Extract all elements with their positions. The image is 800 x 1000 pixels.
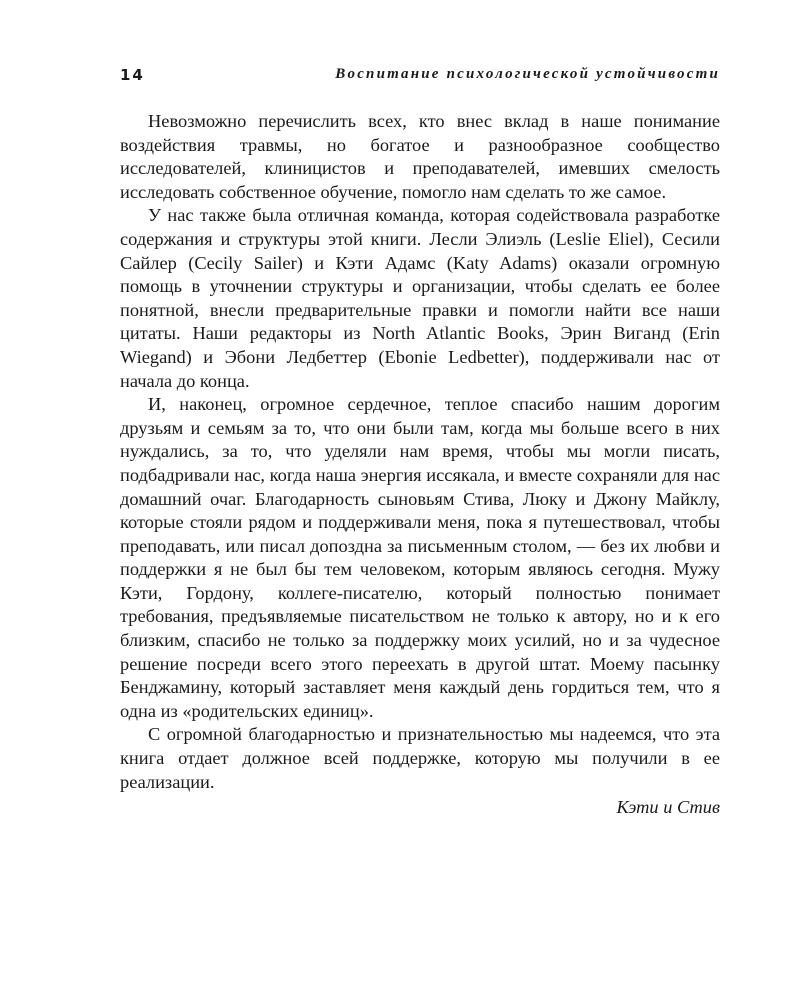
paragraph: Невозможно перечислить всех, кто внес вклад в наше понимание воздействия травмы, но богатое и разнообразное сообщество исследователей, клиницистов и преподавателей, имевших смелость исследовать собственное обучение, помогло нам сделать то же самое. [120,111,720,202]
paragraph: У нас также была отличная команда, которая содействовала разработке содержания и структуры этой книги. Лесли Элиэль (Leslie Eliel), Сесили Сайлер (Cecily Sailer) и Кэти Адамс (Katy Adams) оказали огромную помощь в уточнении структуры и организации, чтобы сделать ее более понятной, внесли предварительные правки и помогли найти все наши цитаты. Наши редакторы из North Atlantic Books, Эрин Виганд (Erin Wiegand) и Эбони Ледбеттер (Ebonie Ledbetter), поддерживали нас от начала до конца. [120,205,720,391]
paragraph: С огромной благодарностью и признательностью мы надеемся, что эта книга отдает должное всей поддержке, которую мы получили в ее реализации. [120,724,720,792]
signature: Кэти и Стив [616,797,720,818]
running-header [120,66,720,90]
paragraph: И, наконец, огромное сердечное, теплое спасибо нашим дорогим друзьям и семьям за то, что они были там, когда мы больше всего в них нуждались, за то, что уделяли нам время, чтобы мы могли писать, подбадривали нас, когда наша энергия иссякала, и вместе сохраняли для нас домашний очаг. Благодарность сыновьям Стива, Люку и Джону Майклу, которые стояли рядом и поддерживали меня, пока я путешествовал, чтобы преподавать, или писал допоздна за письменным столом, — без их любви и поддержки я не был бы тем человеком, которым являюсь сегодня. Мужу Кэти, Гордону, коллеге-писателю, который полностью понимает требования, предъявляемые писательством не только к автору, но и к его близким, спасибо не только за поддержку моих усилий, но и за чудесное решение посреди всего этого переехать в другой штат. Моему пасынку Бенджамину, который заставляет меня каждый день гордиться тем, что я одна из «родительских единиц». [120,394,720,721]
body-text [120,110,720,820]
page-number: 14 [120,66,145,84]
running-header-title: Воспитание психологической устойчивости [335,66,720,82]
